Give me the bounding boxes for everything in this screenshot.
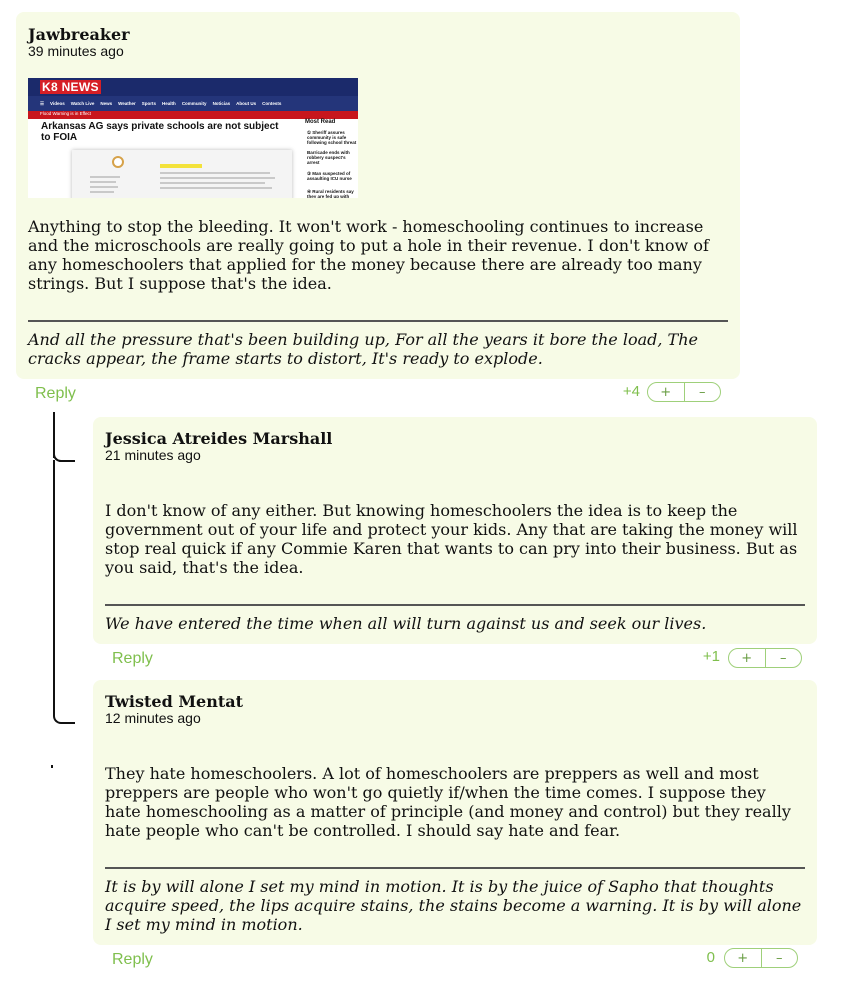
nav-item: Watch Live — [70, 101, 95, 106]
reply-button[interactable]: Reply — [35, 385, 76, 402]
news-nav-bar — [28, 96, 358, 111]
news-header-bar — [28, 78, 358, 96]
thread-connector — [53, 460, 75, 724]
thread-connector — [53, 412, 75, 462]
reply-button[interactable]: Reply — [112, 951, 153, 968]
vote-score: +1 — [702, 648, 720, 665]
nav-item: Community — [181, 101, 207, 106]
most-read-item: Barricade ends with robbery suspect's arrest — [307, 150, 350, 165]
highlight-mark — [160, 164, 202, 168]
nav-item: Contests — [262, 101, 282, 106]
upvote-button[interactable]: + — [725, 949, 762, 967]
comment-timestamp: 12 minutes ago — [105, 710, 201, 726]
document-image — [72, 150, 292, 198]
comment-timestamp: 39 minutes ago — [28, 43, 124, 59]
most-read-item: ④ Rural residents say they are fed up with — [307, 189, 354, 198]
downvote-button[interactable]: – — [780, 650, 787, 666]
upvote-button[interactable]: + — [729, 649, 766, 667]
signature-divider — [105, 867, 805, 869]
comment-body: They hate homeschoolers. A lot of homeschoolers are preppers as well and most preppers are people who won't go quietly if/when the time comes. I suppose they hate homeschooling as a matter of principle (and money and control) but they really hate people who can't be controlled. I should say hate and fear. — [105, 764, 791, 840]
upvote-button[interactable]: + — [648, 383, 685, 401]
vote-score: +4 — [622, 383, 640, 400]
downvote-button[interactable]: – — [776, 950, 783, 966]
nav-item: Sports — [141, 101, 157, 106]
comment-signature: We have entered the time when all will turn against us and seek our lives. — [105, 614, 707, 633]
news-headline: Arkansas AG says private schools are not subject to FOIA — [41, 121, 279, 143]
comment-author[interactable]: Jessica Atreides Marshall — [105, 429, 333, 448]
most-read-item: ③ Man suspected of assaulting ICU nurse — [307, 171, 352, 181]
most-read-item: ① Sheriff assures community is safe following school threat — [307, 130, 357, 145]
nav-item: Videos — [50, 101, 65, 106]
vote-buttons — [728, 648, 802, 668]
thread-dot — [51, 765, 53, 768]
news-logo: K8 NEWS — [42, 80, 99, 94]
signature-divider — [28, 320, 728, 322]
nav-item: Health — [162, 101, 176, 106]
comment-timestamp: 21 minutes ago — [105, 447, 201, 463]
nav-item: ☰ — [40, 100, 45, 106]
comment-author[interactable]: Jawbreaker — [28, 25, 130, 44]
news-screenshot-image[interactable] — [28, 78, 358, 198]
most-read-title: Most Read — [305, 119, 336, 125]
comment-signature: It is by will alone I set my mind in motion. It is by the juice of Sapho that thoughts acquire speed, the lips acquire stains, the stains become a warning. It is by will alone I set my mind in motion. — [105, 877, 802, 934]
nav-item: About Us — [236, 101, 257, 106]
vote-buttons — [647, 382, 721, 402]
comment-signature: And all the pressure that's been building up, For all the years it bore the load, The cracks appear, the frame starts to distort, It's ready to explode. — [28, 330, 698, 368]
seal-icon — [112, 156, 124, 168]
comment-body: Anything to stop the bleeding. It won't work - homeschooling continues to increase and the microschools are really going to put a hole in their revenue. I don't know of any homeschoolers that applied for the money because there are already too many strings. But I suppose that's the idea. — [28, 217, 709, 293]
downvote-button[interactable]: – — [699, 384, 706, 400]
comment-author[interactable]: Twisted Mentat — [105, 692, 244, 711]
news-alert-bar: Flood Warning is in Effect — [28, 111, 358, 119]
comment-body: I don't know of any either. But knowing homeschoolers the idea is to keep the government out of your life and protect your kids. Any that are taking the money will stop real quick if any Commie Karen that wants to can pry into their business. But as you said, that's the idea. — [105, 501, 798, 577]
signature-divider — [105, 604, 805, 606]
vote-score: 0 — [706, 949, 715, 966]
nav-item: Noticias — [212, 101, 231, 106]
reply-button[interactable]: Reply — [112, 650, 153, 667]
nav-item: Weather — [118, 101, 136, 106]
nav-item: News — [100, 101, 113, 106]
vote-buttons — [724, 948, 798, 968]
